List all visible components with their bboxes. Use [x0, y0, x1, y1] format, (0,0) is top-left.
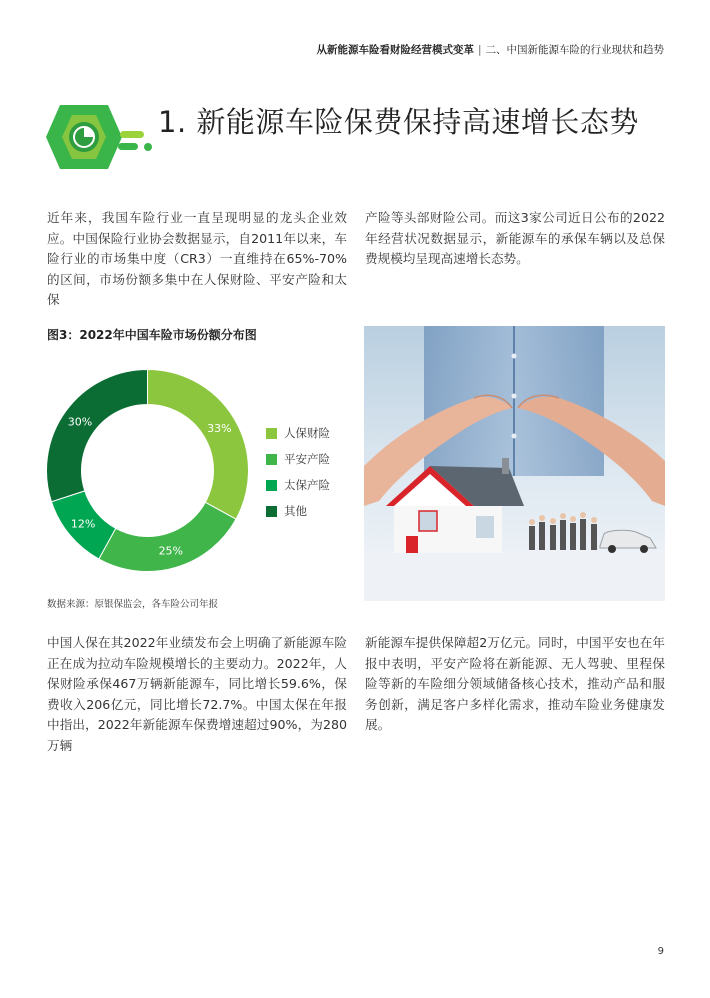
figure-title: 图3：2022年中国车险市场份额分布图	[47, 328, 257, 342]
data-source-note: 数据来源：原银保监会，各车险公司年报	[47, 599, 219, 610]
running-header	[316, 42, 664, 57]
chart-badge-icon	[40, 99, 158, 175]
header-separator: |	[477, 44, 482, 56]
donut-slice-4	[46, 370, 147, 502]
legend-item	[266, 498, 330, 524]
legend-swatch	[266, 428, 277, 439]
section-name: 二、中国新能源车险的行业现状和趋势	[485, 44, 664, 56]
legend-item	[266, 472, 330, 498]
paragraph-intro-continued: 产险等头部财险公司。而这3家公司近日公布的2022年经营状况数据显示，新能源车的承保车辆以及总保费规模均呈现高速增长态势。	[365, 210, 665, 266]
donut-label-3: 12%	[70, 517, 96, 531]
page-number: 9	[657, 946, 664, 957]
hands-protecting-house-photo	[364, 326, 665, 601]
paragraph-ping-an: 新能源车提供保障超2万亿元。同时，中国平安也在年报中表明，平安产险将在新能源、无人驾驶、里程保险等新的车险细分领域储备核心技术，推动产品和服务创新，满足客户多样化需求，推动车险业务健康发展。	[365, 635, 665, 732]
legend-label: 太保产险	[284, 478, 330, 492]
donut-label-4: 30%	[67, 415, 93, 429]
donut-slice-2	[99, 502, 236, 571]
donut-label-2: 25%	[158, 544, 184, 558]
donut-label-1: 33%	[207, 421, 232, 435]
legend-item	[266, 446, 330, 472]
market-share-donut-chart	[45, 368, 250, 573]
paragraph-picc: 中国人保在其2022年业绩发布会上明确了新能源车险正在成为拉动车险规模增长的主要动力。2022年，人保财险承保467万辆新能源车，同比增长59.6%，保费收入206亿元，同比增长72.7%。中国太保在年报中指出，2022年新能源车保费增速超过90%，为280万辆	[47, 635, 347, 753]
legend-swatch	[266, 506, 277, 517]
legend-swatch	[266, 480, 277, 491]
legend-label: 人保财险	[284, 426, 330, 440]
legend-label: 平安产险	[284, 452, 330, 466]
chart-legend	[266, 420, 330, 524]
report-title: 从新能源车险看财险经营模式变革	[316, 44, 474, 56]
legend-label: 其他	[284, 504, 307, 518]
legend-swatch	[266, 454, 277, 465]
paragraph-intro: 近年来，我国车险行业一直呈现明显的龙头企业效应。中国保险行业协会数据显示，自2011年以来，车险行业的市场集中度（CR3）一直维持在65%-70%的区间，市场份额多集中在人保财险、平安产险和太保	[47, 210, 347, 307]
donut-slice-1	[148, 370, 249, 520]
section-title: 1. 新能源车险保费保持高速增长态势	[158, 105, 639, 139]
legend-item	[266, 420, 330, 446]
